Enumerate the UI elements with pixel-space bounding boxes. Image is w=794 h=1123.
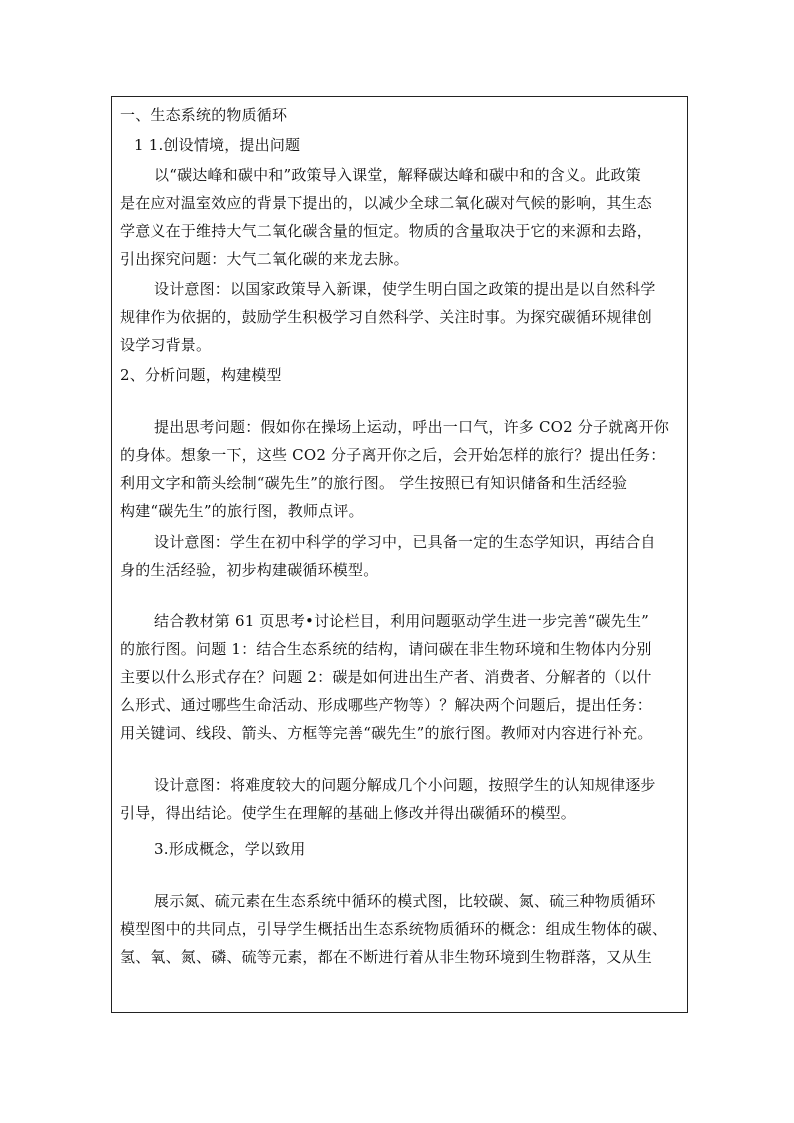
paragraph-line: 的身体。想象一下，这些 CO2 分子离开你之后，会开始怎样的旅行？提出任务： [120, 446, 666, 464]
paragraph-line: 利用文字和箭头绘制“碳先生”的旅行图。 学生按照已有知识储备和生活经验 [120, 474, 628, 492]
paragraph-line: 的旅行图。问题 1：结合生态系统的结构，请问碳在非生物环境和生物体内分别 [120, 640, 652, 658]
paragraph-line: 构建“碳先生”的旅行图，教师点评。 [120, 502, 364, 520]
document-table-cell [111, 96, 688, 1013]
paragraph-line: 设计意图：学生在初中科学的学习中，已具备一定的生态学知识，再结合自 [154, 533, 656, 551]
section-heading: 一、生态系统的物质循环 [120, 106, 288, 124]
paragraph-line: 是在应对温室效应的背景下提出的，以减少全球二氧化碳对气候的影响，其生态 [120, 194, 653, 212]
paragraph-line: 主要以什么形式存在？问题 2：碳是如何进出生产者、消费者、分解者的（以什 [120, 668, 652, 686]
paragraph-line: 氢、氧、氮、磷、硫等元素，都在不断进行着从非生物环境到生物群落，又从生 [120, 948, 653, 966]
paragraph-line: 学意义在于维持大气二氧化碳含量的恒定。物质的含量取决于它的来源和去路， [120, 222, 653, 240]
paragraph-line: 规律作为依据的，鼓励学生积极学习自然科学、关注时事。为探究碳循环规律创 [120, 308, 653, 326]
paragraph-line: 以“碳达峰和碳中和”政策导入课堂，解释碳达峰和碳中和的含义。此政策 [154, 166, 641, 184]
paragraph-line: 设学习背景。 [120, 336, 212, 354]
paragraph-line: 展示氮、硫元素在生态系统中循环的模式图，比较碳、氮、硫三种物质循环 [154, 892, 656, 910]
subsection-heading-2: 2、分析问题，构建模型 [120, 366, 282, 384]
paragraph-line: 设计意图：以国家政策导入新课，使学生明白国之政策的提出是以自然科学 [154, 280, 656, 298]
paragraph-line: 提出思考问题：假如你在操场上运动，呼出一口气，许多 CO2 分子就离开你 [154, 418, 670, 436]
paragraph-line: 引出探究问题：大气二氧化碳的来龙去脉。 [120, 250, 409, 268]
paragraph-line: 设计意图：将难度较大的问题分解成几个小问题，按照学生的认知规律逐步 [154, 776, 656, 794]
paragraph-line: 引导，得出结论。使学生在理解的基础上修改并得出碳循环的模型。 [120, 804, 577, 822]
paragraph-line: 模型图中的共同点，引导学生概括出生态系统物质循环的概念：组成生物体的碳、 [120, 920, 668, 938]
paragraph-line: 结合教材第 61 页思考•讨论栏目，利用问题驱动学生进一步完善“碳先生” [154, 612, 650, 630]
paragraph-line: 用关键词、线段、箭头、方框等完善“碳先生”的旅行图。教师对内容进行补充。 [120, 724, 653, 742]
subsection-heading-1: 1 1.创设情境，提出问题 [134, 136, 301, 154]
subsection-heading-3: 3.形成概念，学以致用 [154, 840, 306, 858]
paragraph-line: 身的生活经验，初步构建碳循环模型。 [120, 561, 379, 579]
paragraph-line: 么形式、通过哪些生命活动、形成哪些产物等）？解决两个问题后，提出任务： [120, 696, 653, 714]
